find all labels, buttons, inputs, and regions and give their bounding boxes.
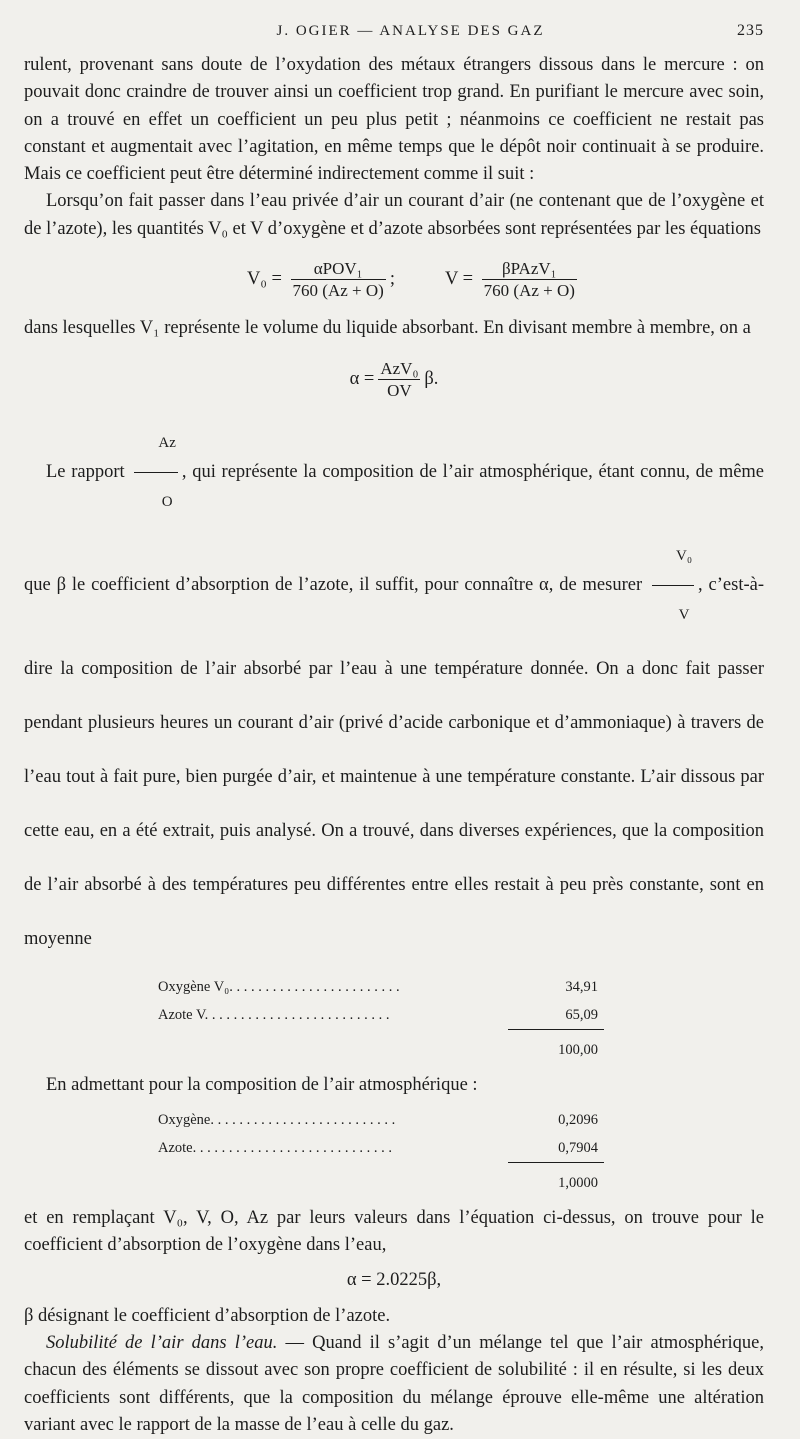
equation-alpha-rhs: β. [424,369,439,390]
equation-v0-lhs: V₀ = [247,268,282,289]
paragraph-4-start: Le rapport [46,462,125,483]
paragraph-4-end: , c’est-à-dire la composition de l’air absorbé par l’eau à une température donnée. On a donc fait passer pendant plusieurs heures un courant d’air (privé d’acide carbonique et d’ammoniaque) à travers de l’eau tout à fait pure, bien purgée d’air, et maintenue à une température constante. L’air dissous par cette eau, en a été extrait, puis analysé. On a trouvé, dans diverses expériences, que la composition de l’air absorbé à des températures peu différentes entre elles restait à peu près constante, sont en moyenne [24,575,764,950]
running-header [24,22,764,52]
paragraph-4-middle: , qui représente la composition de l’air atmosphérique, étant connu, de même que β le coefficient d’absorption de l’azote, il suffit, pour connaître α, de mesurer [24,462,765,596]
table-row [158,1135,604,1163]
fraction-v-numerator: βPAzV₁ [502,258,557,278]
paragraph-7: β désignant le coefficient d’absorption de l’azote. [24,1305,391,1326]
table-cell-total: 100,00 [558,1041,598,1058]
paragraph-8 [24,1330,764,1439]
paragraph-2: Lorsqu’on fait passer dans l’eau privée d’air un courant d’air (ne contenant que de l’oxygène et de l’azote), les quantités V₀ et V d’oxygène et d’azote absorbées sont représentées par les équations [24,191,764,239]
fraction-v0-denominator: 760 (Az + O) [292,280,384,300]
fraction-measure-numerator: V₀ [675,548,693,565]
fraction-measure [652,529,694,642]
table-cell-value: 0,2096 [558,1112,598,1129]
table-row [158,1107,604,1134]
table-row [158,974,604,1001]
paragraph-4 [24,416,764,966]
equation-v-lhs: V = [444,268,474,289]
paragraph-5: En admettant pour la composition de l’air atmosphérique : [46,1074,478,1095]
fraction-v0 [291,260,386,299]
equation-alpha [24,348,764,410]
atmospheric-air-table [158,1107,604,1197]
fraction-ratio [134,416,178,529]
table-cell-label: Oxygène V₀. . . . . . . . . . . . . . . . . . . . . . . . [158,979,400,996]
paragraph-6: et en remplaçant V₀, V, O, Az par leurs valeurs dans l’équation ci-dessus, on trouve pour le coefficient d’absorption de l’oxygène dans l’eau, [24,1207,764,1256]
paragraph-8-text: — Quand il s’agit d’un mélange tel que l’air atmosphérique, chacun des éléments se dissout avec son propre coefficient de solubilité : il en résulte, si les deux coefficients sont différents, que la composition du mélange éprouve elle-même une altération variant avec le rapport de la masse de l’eau à celle du gaz. [24,1333,764,1435]
fraction-ratio-denominator: O [134,472,178,529]
table-total-row [158,1162,604,1197]
table-cell-value: 65,09 [508,1002,604,1030]
fraction-ratio-numerator: Az [158,435,176,452]
body-text [24,52,764,1439]
equation-v [445,260,581,299]
table-cell-label: Azote. . . . . . . . . . . . . . . . . . . . . . . . . . . . [158,1140,392,1157]
fraction-alpha [378,360,420,399]
fraction-alpha-denominator: OV [378,379,420,399]
table-cell-empty [158,1029,508,1064]
page-number: 235 [737,22,764,39]
table-cell-value: 34,91 [565,979,598,996]
table-cell-total: 1,0000 [558,1174,598,1191]
section-heading: Solubilité de l’air dans l’eau. [46,1333,278,1354]
equation-v0 [247,260,395,299]
fraction-v0-numerator: αPOV₁ [313,258,363,278]
equation-result: α = 2.0225β, [346,1270,442,1291]
absorbed-air-table [158,974,604,1064]
table-cell-empty [158,1162,508,1197]
paragraph-3: dans lesquelles V₁ représente le volume du liquide absorbant. En divisant membre à membre, on a [24,318,751,339]
equation-alpha-lhs: α = [349,369,375,390]
table-cell-value: 0,7904 [508,1135,604,1163]
running-title: J. OGIER — ANALYSE DES GAZ [276,23,545,39]
fraction-alpha-numerator: AzV₀ [380,358,419,378]
fraction-v-denominator: 760 (Az + O) [483,280,575,300]
equation-separator: ; [389,268,395,289]
fraction-v [482,260,577,299]
table-row [158,1002,604,1030]
table-total-row [158,1029,604,1064]
equation-absorbed-quantities [64,247,764,311]
fraction-measure-denominator: V [652,585,694,642]
paragraph-1: rulent, provenant sans doute de l’oxydation des métaux étrangers dissous dans le mercure : on pouvait donc craindre de trouver ainsi un coefficient trop grand. En purifiant le mercure avec soin, on a trouvé en effet un coefficient un peu plus petit ; néanmoins ce coefficient ne restait pas constant et augmentait avec l’agitation, en même temps que le dépôt noir continuait à se produire. Mais ce coefficient peut être déterminé indirectement comme il suit : [24,55,764,185]
table-cell-label: Azote V. . . . . . . . . . . . . . . . . . . . . . . . . . [158,1007,390,1024]
table-cell-label: Oxygène. . . . . . . . . . . . . . . . . . . . . . . . . . [158,1112,396,1129]
